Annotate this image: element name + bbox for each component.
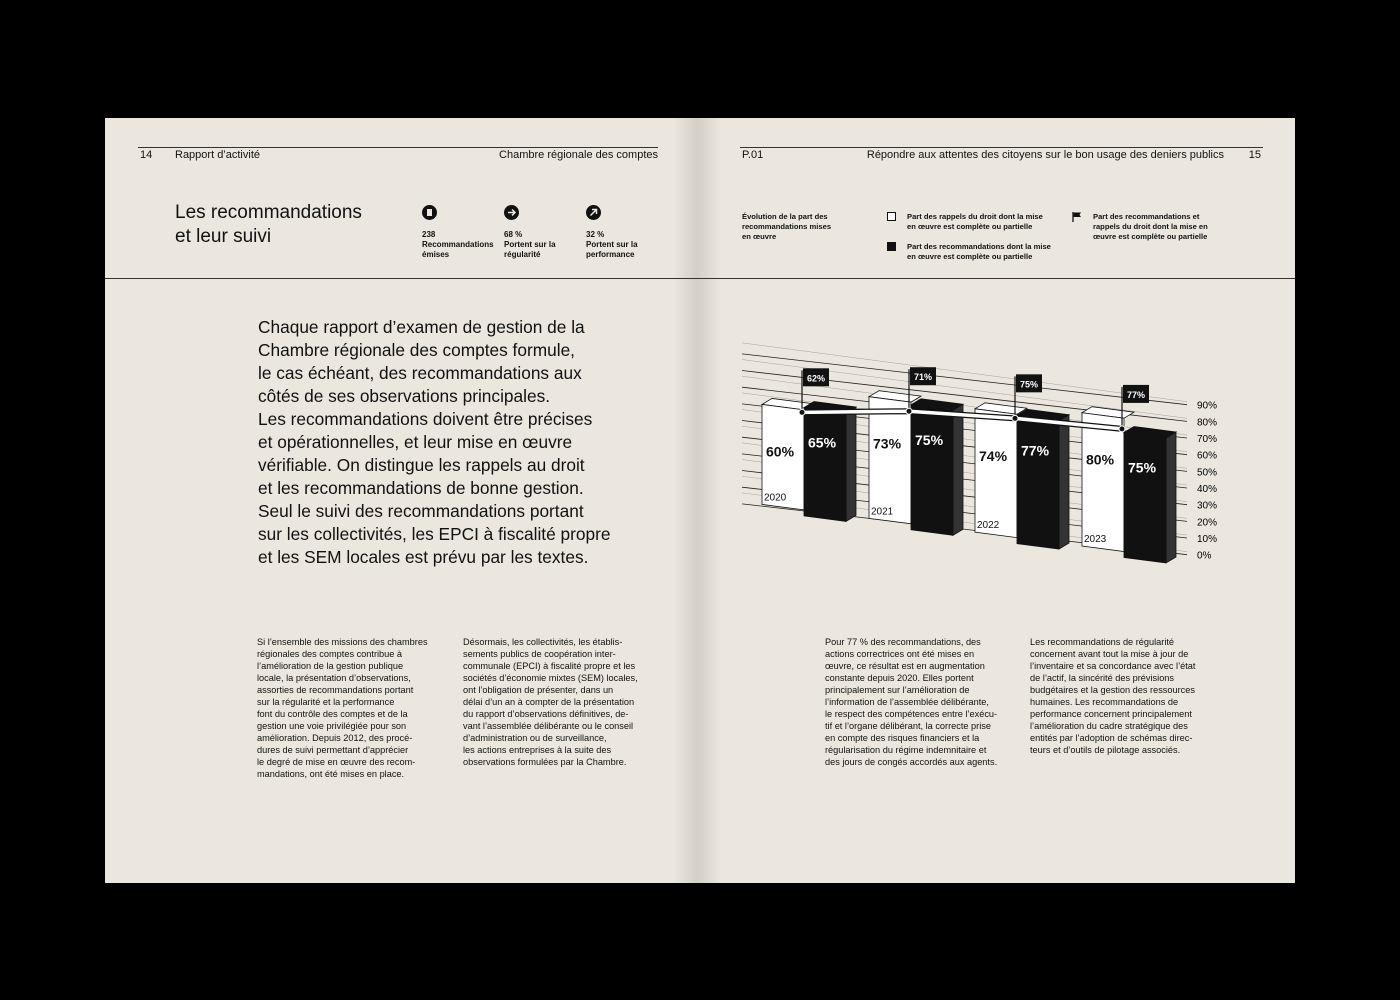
- white-bar: [869, 397, 911, 524]
- lead-line: vérifiable. On distingue les rappels au droit: [258, 455, 585, 475]
- body-line: les actions entreprises à la suite des: [463, 745, 612, 755]
- legend-line: Part des recommandations et: [1093, 212, 1200, 221]
- body-line: des jours de congés accordés aux agents.: [825, 757, 998, 767]
- body-line: principalement sur l’amélioration de: [825, 685, 970, 695]
- header-rule: [138, 147, 658, 148]
- y-tick-label: 50%: [1197, 467, 1218, 479]
- legend-flag-label: [1093, 212, 1208, 242]
- legend-line: Part des rappels du droit dont la mise: [907, 212, 1043, 221]
- white-bar: [1082, 413, 1124, 552]
- page-title-line-1: Les recommandations: [175, 202, 362, 223]
- white-bar-value-label: 80%: [1086, 451, 1115, 468]
- legend-black-swatch: [887, 242, 896, 251]
- body-line: vant l’assemblée délibérante ou le conseil: [463, 721, 634, 731]
- body-line: œuvre, ce résultat est en augmentation: [825, 661, 985, 671]
- black-bar-value-label: 65%: [808, 434, 837, 451]
- body-line: constante depuis 2020. Elles portent: [825, 673, 974, 683]
- body-line: l’information de l’assemblée délibérante,: [825, 697, 989, 707]
- running-header-section-title: Répondre aux attentes des citoyens sur le bon usage des deniers publics: [866, 149, 1224, 161]
- lead-line: le cas échéant, des recommandations aux: [258, 363, 582, 383]
- stat-label: [504, 240, 556, 260]
- chart-title-line: recommandations mises: [742, 222, 832, 231]
- black-bar-side: [1166, 432, 1176, 563]
- body-line: actions correctrices ont été mises en: [825, 649, 975, 659]
- lead-paragraph: [258, 316, 688, 569]
- body-line: d’administration ou de surveillance,: [463, 733, 607, 743]
- legend-black-label: [907, 242, 1051, 262]
- white-bar-value-label: 73%: [873, 435, 902, 452]
- body-line: Désormais, les collectivités, les établis-: [463, 637, 623, 647]
- section-code: P.01: [742, 149, 764, 161]
- y-tick-label: 30%: [1197, 500, 1218, 512]
- body-line: le respect des compétences entre l’exécu-: [825, 709, 998, 719]
- body-line: observations formulées par la Chambre.: [463, 757, 627, 767]
- legend-line: œuvre est complète ou partielle: [1093, 232, 1208, 241]
- body-line: dures de suivi permettant d’apprécier: [257, 745, 409, 755]
- black-bar: [1124, 433, 1166, 563]
- lead-line: et les SEM locales est prévu par les textes.: [258, 547, 589, 567]
- section-rule: [105, 278, 697, 279]
- black-bar-side: [953, 404, 963, 535]
- body-line: délai d’un an à compter de la présentation: [463, 697, 635, 707]
- year-label: 2020: [764, 492, 787, 504]
- lead-line: Chaque rapport d’examen de gestion de la: [258, 317, 585, 337]
- chart-title-line: en œuvre: [742, 232, 777, 241]
- flag-value-label: 77%: [1126, 389, 1146, 400]
- body-line: sements publics de coopération inter-: [463, 649, 616, 659]
- arrow-up-right-icon: [586, 205, 601, 220]
- lead-line: et opérationnelles, et leur mise en œuvre: [258, 432, 573, 452]
- body-line: du rapport d’observations définitives, de-: [463, 709, 629, 719]
- legend-line: en œuvre est complète ou partielle: [907, 252, 1033, 261]
- stat-label: [422, 240, 494, 260]
- legend-line: Part des recommandations dont la mise: [907, 242, 1051, 251]
- flag-value-label: 75%: [1019, 379, 1039, 390]
- legend-white-label: [907, 212, 1043, 232]
- stat-value: 32 %: [586, 230, 605, 239]
- body-line: budgétaires et la gestion des ressources: [1030, 685, 1195, 695]
- stat-performance: [586, 205, 666, 265]
- body-line: ont l’obligation de présenter, dans un: [463, 685, 614, 695]
- lead-line: Chambre régionale des comptes formule,: [258, 340, 575, 360]
- white-bar: [975, 409, 1017, 538]
- body-line: sur la régularité et la performance: [257, 697, 395, 707]
- body-column-2: [1030, 636, 1235, 756]
- page-title: [175, 201, 362, 249]
- running-header-publisher: Chambre régionale des comptes: [499, 149, 658, 161]
- legend-line: rappels du droit dont la mise en: [1093, 222, 1208, 231]
- body-line: Pour 77 % des recommandations, des: [825, 637, 981, 647]
- body-column-1: [257, 636, 457, 780]
- flag-point: [1119, 426, 1125, 432]
- chart-title: [742, 212, 831, 242]
- year-label: 2022: [977, 520, 1000, 532]
- body-line: communale (EPCI) à fiscalité propre et les: [463, 661, 636, 671]
- legend-line: en œuvre est complète ou partielle: [907, 222, 1033, 231]
- body-line: concernent avant tout la mise à jour de: [1030, 649, 1189, 659]
- black-bar-value-label: 75%: [1128, 459, 1157, 476]
- y-tick-label: 90%: [1197, 400, 1218, 412]
- black-bar: [1017, 415, 1059, 549]
- y-tick-label: 80%: [1197, 417, 1218, 429]
- body-line: Les recommandations de régularité: [1030, 637, 1175, 647]
- body-line: gestion une voie privilégiée pour son: [257, 721, 407, 731]
- lead-line: Seul le suivi des recommandations portant: [258, 501, 584, 521]
- body-line: assorties de recommandations portant: [257, 685, 414, 695]
- lead-line: et les recommandations de bonne gestion.: [258, 478, 584, 498]
- arrow-right-icon: [504, 205, 519, 220]
- stat-value: 238: [422, 230, 436, 239]
- stat-regularity: [504, 205, 584, 265]
- white-bar-value-label: 74%: [979, 447, 1008, 464]
- body-line: entités par l’adoption de schémas direc-: [1030, 733, 1193, 743]
- body-line: Si l’ensemble des missions des chambres: [257, 637, 428, 647]
- body-line: mandations, ont été mises en place.: [257, 769, 405, 779]
- y-tick-label: 0%: [1197, 550, 1212, 562]
- y-tick-label: 70%: [1197, 434, 1218, 446]
- body-line: l’inventaire et sa concordance avec l’état: [1030, 661, 1196, 671]
- body-line: régionales des comptes contribue à: [257, 649, 403, 659]
- body-column-1: [825, 636, 1030, 768]
- page-number: 14: [140, 149, 153, 161]
- body-line: sociétés d’économie mixtes (SEM) locales,: [463, 673, 638, 683]
- body-line: humaines. Les recommandations de: [1030, 697, 1179, 707]
- stat-label-line: Recommandations: [422, 240, 494, 249]
- page-title-line-2: et leur suivi: [175, 226, 272, 247]
- flag-point: [799, 409, 805, 415]
- black-bar-value-label: 75%: [915, 431, 944, 448]
- flag-value-label: 62%: [806, 373, 826, 384]
- stat-recommendations: [422, 205, 502, 265]
- body-line: l’amélioration de la gestion publique: [257, 661, 404, 671]
- white-bar-value-label: 60%: [766, 443, 795, 460]
- body-line: le degré de mise en œuvre des recom-: [257, 757, 416, 767]
- left-page: [105, 118, 697, 883]
- chart-title-line: Évolution de la part des: [742, 212, 828, 221]
- body-line: en compte des risques financiers et la: [825, 733, 980, 743]
- body-line: performance concernent principalement: [1030, 709, 1192, 719]
- body-line: de l’actif, la sincérité des prévisions: [1030, 673, 1175, 683]
- body-line: teurs et d’outils de pilotage associés.: [1030, 745, 1181, 755]
- y-tick-label: 60%: [1197, 450, 1218, 462]
- y-tick-label: 20%: [1197, 517, 1218, 529]
- black-bar-side: [1059, 415, 1069, 549]
- stat-label-line: Portent sur la: [586, 240, 638, 249]
- flag-point: [906, 408, 912, 414]
- body-column-2: [463, 636, 673, 768]
- flag-point: [1012, 415, 1018, 421]
- y-tick-label: 40%: [1197, 484, 1218, 496]
- stat-label-line: Portent sur la: [504, 240, 556, 249]
- stat-value: 68 %: [504, 230, 523, 239]
- legend-white-swatch: [887, 212, 896, 221]
- document-icon: [422, 205, 437, 220]
- black-bar: [911, 405, 953, 535]
- black-bar-side: [846, 407, 856, 521]
- page-number: 15: [1248, 149, 1261, 161]
- header-rule: [740, 147, 1263, 148]
- y-tick-label: 10%: [1197, 534, 1218, 546]
- black-bar-value-label: 77%: [1021, 442, 1050, 459]
- body-line: locale, la présentation d’observations,: [257, 673, 411, 683]
- black-bar: [804, 408, 846, 522]
- year-label: 2023: [1084, 534, 1107, 546]
- body-line: font du contrôle des comptes et de la: [257, 709, 408, 719]
- flag-icon: [1071, 210, 1083, 228]
- lead-line: sur les collectivités, les EPCI à fiscalité propre: [258, 524, 611, 544]
- body-line: tif et l’organe délibérant, la correcte prise: [825, 721, 991, 731]
- year-label: 2021: [871, 506, 894, 518]
- stat-label-line: performance: [586, 250, 635, 259]
- stat-label-line: émises: [422, 250, 450, 259]
- bar-chart: [697, 278, 1295, 588]
- flag-value-label: 71%: [913, 372, 933, 383]
- running-header-section: Rapport d’activité: [175, 149, 260, 161]
- body-line: régularisation du régime indemnitaire et: [825, 745, 987, 755]
- body-line: l’amélioration du cadre stratégique des: [1030, 721, 1188, 731]
- body-line: amélioration. Depuis 2012, des procé-: [257, 733, 413, 743]
- lead-line: Les recommandations doivent être précises: [258, 409, 593, 429]
- stat-label: [586, 240, 638, 260]
- right-page: [697, 118, 1295, 883]
- stat-label-line: régularité: [504, 250, 541, 259]
- lead-line: côtés de ses observations principales.: [258, 386, 551, 406]
